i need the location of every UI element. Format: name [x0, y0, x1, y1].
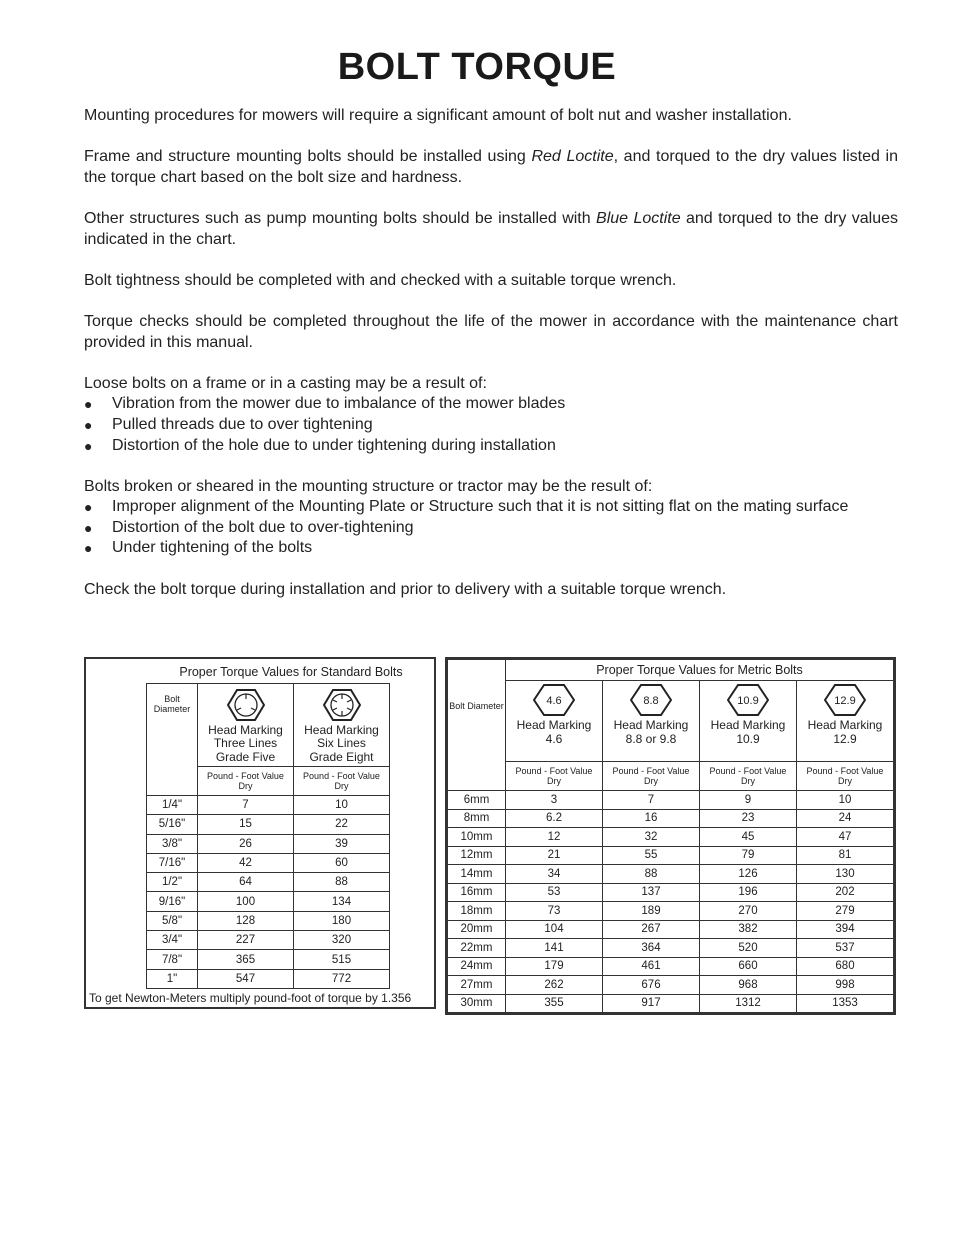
table-row [448, 994, 894, 1013]
table-row [147, 873, 390, 892]
torque-value-cell: 520 [700, 939, 797, 958]
list-item [84, 538, 898, 559]
list-item-text: Distortion of the hole due to under tightening during installation [112, 436, 556, 454]
grade-five-value-cell: 15 [198, 815, 294, 834]
torque-value-cell: 81 [797, 846, 894, 865]
bolt-size-cell: 16mm [448, 883, 506, 902]
torque-value-cell: 394 [797, 920, 894, 939]
table-row [448, 920, 894, 939]
bolt-diameter-header [147, 684, 198, 796]
metric-grade-headers [448, 681, 894, 762]
bolt-diameter-label: Bolt Diameter [449, 701, 504, 711]
bolt-size-cell: 30mm [448, 994, 506, 1013]
bolt-diameter-header [448, 660, 506, 791]
grade-eight-value-cell: 515 [294, 950, 390, 969]
torque-value-cell: 676 [603, 976, 700, 995]
loose-bolts-list [84, 394, 898, 456]
paragraph: Bolts broken or sheared in the mounting structure or tractor may be the result of: [84, 477, 653, 495]
torque-value-cell: 189 [603, 902, 700, 921]
torque-value-cell: 23 [700, 809, 797, 828]
bolt-size-cell: 3/4" [147, 931, 198, 950]
list-item-text: Under tightening of the bolts [112, 539, 313, 557]
hex-bolt-metric-icon [824, 683, 866, 717]
metric-table-body [448, 791, 894, 1013]
grade-eight-header [294, 684, 390, 767]
metric-table-title: Proper Torque Values for Metric Bolts [506, 660, 894, 681]
list-item [84, 415, 898, 436]
metric-table-grid [447, 659, 894, 1013]
table-row [448, 865, 894, 884]
table-row [448, 809, 894, 828]
torque-value-cell: 461 [603, 957, 700, 976]
bolt-size-cell: 18mm [448, 902, 506, 921]
grade-five-value-cell: 227 [198, 931, 294, 950]
grade-eight-value-cell: 772 [294, 969, 390, 988]
grade-five-value-cell: 64 [198, 873, 294, 892]
grade-five-value-cell: 7 [198, 796, 294, 815]
table-row [448, 791, 894, 810]
torque-value-cell: 1353 [797, 994, 894, 1013]
grade-line2: 10.9 [736, 731, 760, 746]
bolt-size-cell: 6mm [448, 791, 506, 810]
grade-eight-value-cell: 39 [294, 834, 390, 853]
torque-value-cell: 21 [506, 846, 603, 865]
unit-label: Pound - Foot Value [207, 771, 284, 781]
grade-five-line3: Grade Five [215, 749, 276, 764]
grade-five-value-cell: 42 [198, 853, 294, 872]
torque-value-cell: 53 [506, 883, 603, 902]
unit-dry-label: Dry [238, 781, 253, 791]
list-item-text: Pulled threads due to over tightening [112, 415, 373, 433]
unit-header [700, 762, 797, 791]
table-row [448, 939, 894, 958]
bolt-size-cell: 1" [147, 969, 198, 988]
bolt-size-cell: 22mm [448, 939, 506, 958]
torque-value-cell: 1312 [700, 994, 797, 1013]
torque-value-cell: 998 [797, 976, 894, 995]
torque-value-cell: 9 [700, 791, 797, 810]
grade-badge-text: 10.9 [737, 695, 759, 707]
paragraph [84, 209, 898, 250]
unit-label: Pound - Foot Value [612, 766, 690, 776]
bullet-icon: ● [84, 540, 93, 557]
paragraph: Torque checks should be completed throughout the life of the mower in accordance with the maintenance chart provided in this manual. [84, 312, 898, 351]
paragraph [84, 147, 898, 188]
table-row [448, 957, 894, 976]
paragraph-text: and torqued to the dry values indicated in the chart. [84, 209, 899, 248]
torque-value-cell: 24 [797, 809, 894, 828]
torque-value-cell: 47 [797, 828, 894, 847]
table-row [147, 853, 390, 872]
torque-value-cell: 202 [797, 883, 894, 902]
torque-value-cell: 130 [797, 865, 894, 884]
table-row [147, 969, 390, 988]
bullet-icon: ● [84, 499, 93, 516]
bullet-icon: ● [84, 416, 93, 433]
torque-value-cell: 79 [700, 846, 797, 865]
list-item [84, 436, 898, 457]
unit-dry-label: Dry [838, 776, 852, 786]
metric-torque-table [445, 657, 896, 1015]
torque-value-cell: 179 [506, 957, 603, 976]
table-row [448, 846, 894, 865]
grade-line2: 12.9 [833, 731, 857, 746]
torque-value-cell: 382 [700, 920, 797, 939]
bolt-diameter-label: Bolt Diameter [153, 694, 191, 714]
grade-line1: Head Marking [710, 718, 786, 732]
unit-dry-label: Dry [547, 776, 561, 786]
hex-bolt-six-lines-icon [323, 688, 361, 722]
bolt-size-cell: 10mm [448, 828, 506, 847]
bolt-size-cell: 9/16" [147, 892, 198, 911]
paragraph: Loose bolts on a frame or in a casting may be a result of: [84, 374, 487, 392]
grade-eight-value-cell: 88 [294, 873, 390, 892]
torque-value-cell: 270 [700, 902, 797, 921]
torque-value-cell: 196 [700, 883, 797, 902]
standard-table-title: Proper Torque Values for Standard Bolts [179, 665, 403, 679]
unit-label: Pound - Foot Value [303, 771, 380, 781]
torque-value-cell: 73 [506, 902, 603, 921]
hex-bolt-metric-icon [727, 683, 769, 717]
torque-value-cell: 3 [506, 791, 603, 810]
torque-value-cell: 279 [797, 902, 894, 921]
torque-value-cell: 55 [603, 846, 700, 865]
grade-five-value-cell: 128 [198, 911, 294, 930]
grade-line1: Head Marking [516, 718, 592, 732]
list-item [84, 497, 898, 518]
torque-value-cell: 10 [797, 791, 894, 810]
grade-five-header [198, 684, 294, 767]
unit-dry-label: Dry [334, 781, 349, 791]
bolt-size-cell: 27mm [448, 976, 506, 995]
list-item [84, 518, 898, 539]
metric-grade-header [797, 681, 894, 762]
standard-table-grid [146, 683, 390, 989]
bolt-size-cell: 8mm [448, 809, 506, 828]
torque-value-cell: 267 [603, 920, 700, 939]
bolt-size-cell: 1/2" [147, 873, 198, 892]
grade-eight-line3: Grade Eight [309, 749, 374, 764]
torque-value-cell: 32 [603, 828, 700, 847]
bolt-size-cell: 3/8" [147, 834, 198, 853]
grade-five-value-cell: 547 [198, 969, 294, 988]
torque-value-cell: 355 [506, 994, 603, 1013]
unit-header [506, 762, 603, 791]
torque-value-cell: 6.2 [506, 809, 603, 828]
list-item-text: Improper alignment of the Mounting Plate or Structure such that it is not sitting flat on the mating surface [112, 498, 849, 516]
torque-value-cell: 660 [700, 957, 797, 976]
grade-badge-text: 12.9 [834, 695, 856, 707]
torque-value-cell: 137 [603, 883, 700, 902]
torque-value-cell: 12 [506, 828, 603, 847]
list-item [84, 394, 898, 415]
bolt-size-cell: 7/16" [147, 853, 198, 872]
metric-grade-header [700, 681, 797, 762]
table-row [448, 976, 894, 995]
table-row [147, 834, 390, 853]
torque-value-cell: 262 [506, 976, 603, 995]
grade-eight-line1: Head Marking [304, 722, 379, 737]
grade-badge-text: 4.6 [546, 695, 562, 707]
table-row [147, 815, 390, 834]
bullet-icon: ● [84, 437, 93, 454]
conversion-note: To get Newton-Meters multiply pound-foot of torque by 1.356 [89, 991, 412, 1005]
table-row [147, 796, 390, 815]
bullet-icon: ● [84, 396, 93, 413]
body-text [84, 106, 898, 621]
grade-line2: 4.6 [545, 731, 563, 746]
grade-line1: Head Marking [807, 718, 883, 732]
unit-header [294, 767, 390, 796]
bolt-size-cell: 24mm [448, 957, 506, 976]
bolt-size-cell: 5/8" [147, 911, 198, 930]
grade-five-line2: Three Lines [213, 736, 278, 751]
list-item-text: Distortion of the bolt due to over-tightening [112, 518, 414, 536]
paragraph: Bolt tightness should be completed with and checked with a suitable torque wrench. [84, 271, 677, 289]
torque-value-cell: 126 [700, 865, 797, 884]
bolt-size-cell: 14mm [448, 865, 506, 884]
torque-value-cell: 34 [506, 865, 603, 884]
grade-five-value-cell: 26 [198, 834, 294, 853]
unit-label: Pound - Foot Value [806, 766, 884, 776]
grade-eight-value-cell: 320 [294, 931, 390, 950]
torque-value-cell: 16 [603, 809, 700, 828]
table-row [448, 828, 894, 847]
blue-loctite-text: Blue Loctite [596, 209, 681, 227]
unit-label: Pound - Foot Value [515, 766, 593, 776]
grade-eight-value-cell: 10 [294, 796, 390, 815]
grade-badge-text: 8.8 [643, 695, 659, 707]
grade-line2: 8.8 or 9.8 [625, 731, 677, 746]
torque-value-cell: 537 [797, 939, 894, 958]
table-row [147, 892, 390, 911]
torque-value-cell: 88 [603, 865, 700, 884]
grade-five-line1: Head Marking [208, 722, 283, 737]
page-title: BOLT TORQUE [337, 46, 617, 88]
bolt-size-cell: 5/16" [147, 815, 198, 834]
bullet-icon: ● [84, 519, 93, 536]
grade-five-value-cell: 365 [198, 950, 294, 969]
broken-bolts-list [84, 497, 898, 559]
paragraph-text: , and torqued to the dry values listed in the torque chart based on the bolt size and hardness. [84, 148, 898, 186]
hex-bolt-three-lines-icon [227, 688, 265, 722]
metric-grade-header [603, 681, 700, 762]
torque-value-cell: 364 [603, 939, 700, 958]
metric-grade-header [506, 681, 603, 762]
grade-eight-value-cell: 22 [294, 815, 390, 834]
table-row [448, 883, 894, 902]
grade-line1: Head Marking [613, 718, 689, 732]
unit-header [797, 762, 894, 791]
bolt-size-cell: 20mm [448, 920, 506, 939]
torque-value-cell: 141 [506, 939, 603, 958]
table-row [147, 911, 390, 930]
torque-value-cell: 104 [506, 920, 603, 939]
metric-unit-headers [448, 762, 894, 791]
torque-value-cell: 7 [603, 791, 700, 810]
hex-bolt-metric-icon [630, 683, 672, 717]
bolt-size-cell: 7/8" [147, 950, 198, 969]
grade-five-value-cell: 100 [198, 892, 294, 911]
table-row [448, 902, 894, 921]
standard-table-body [147, 796, 390, 989]
paragraph: Check the bolt torque during installation and prior to delivery with a suitable torque wrench. [84, 580, 727, 598]
bolt-size-cell: 1/4" [147, 796, 198, 815]
unit-label: Pound - Foot Value [709, 766, 787, 776]
table-row [147, 931, 390, 950]
grade-eight-value-cell: 180 [294, 911, 390, 930]
list-item-text: Vibration from the mower due to imbalance of the mower blades [112, 395, 566, 413]
paragraph: Mounting procedures for mowers will require a significant amount of bolt nut and washer installation. [84, 107, 792, 124]
hex-bolt-metric-icon [533, 683, 575, 717]
bolt-size-cell: 12mm [448, 846, 506, 865]
unit-header [198, 767, 294, 796]
unit-header [603, 762, 700, 791]
torque-value-cell: 917 [603, 994, 700, 1013]
torque-value-cell: 968 [700, 976, 797, 995]
torque-value-cell: 45 [700, 828, 797, 847]
torque-value-cell: 680 [797, 957, 894, 976]
unit-dry-label: Dry [741, 776, 755, 786]
red-loctite-text: Red Loctite [531, 148, 614, 166]
paragraph-text: Frame and structure mounting bolts should be installed using [84, 148, 532, 166]
grade-eight-value-cell: 60 [294, 853, 390, 872]
standard-torque-table [84, 657, 436, 1009]
unit-dry-label: Dry [644, 776, 658, 786]
table-row [147, 950, 390, 969]
grade-eight-value-cell: 134 [294, 892, 390, 911]
paragraph-text: Other structures such as pump mounting bolts should be installed with [84, 209, 597, 227]
grade-eight-line2: Six Lines [317, 736, 366, 751]
